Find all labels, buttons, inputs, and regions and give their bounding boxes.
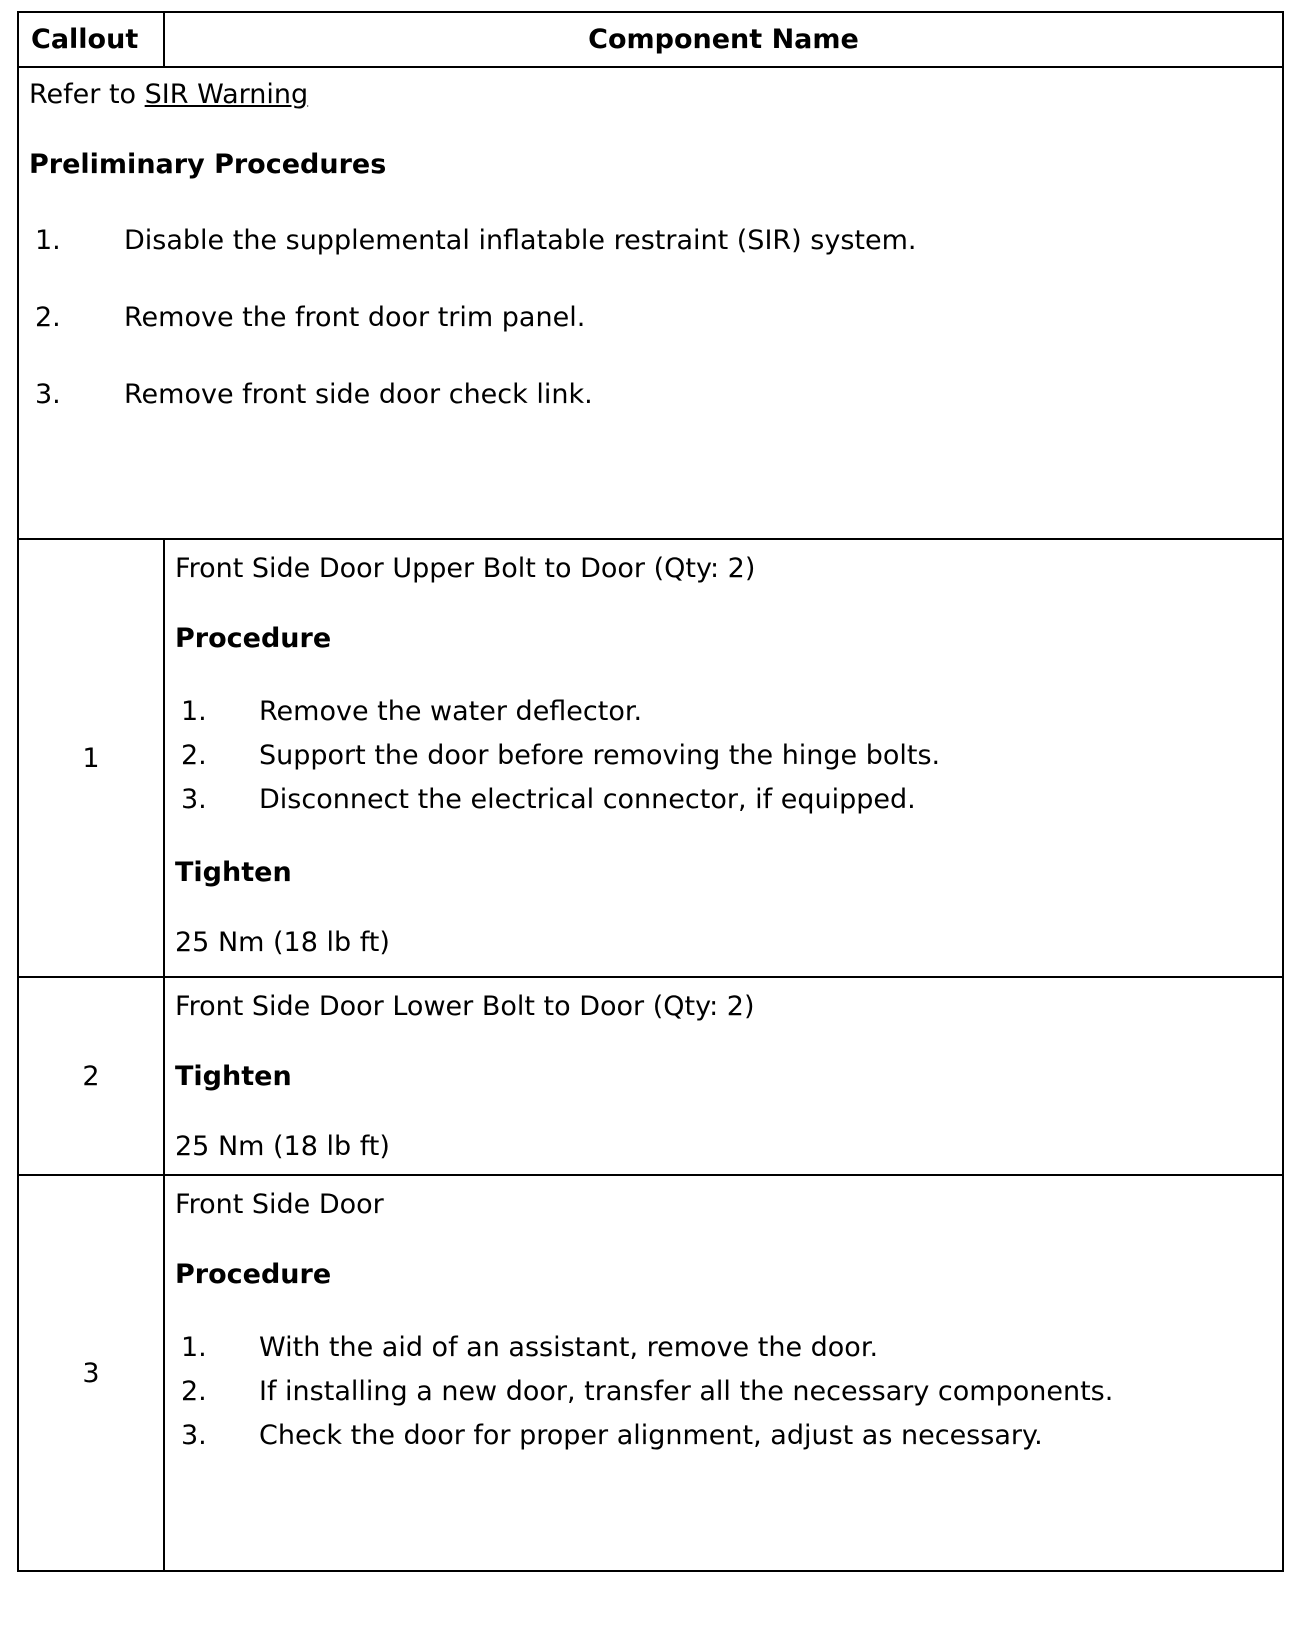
refer-prefix: Refer to (29, 79, 145, 110)
list-item (175, 1419, 1272, 1452)
refer-line (29, 78, 1272, 111)
table-row (18, 539, 1283, 977)
tighten-heading: Tighten (175, 857, 292, 888)
step-text: If installing a new door, transfer all the necessary components. (259, 1376, 1114, 1407)
list-item (29, 224, 1272, 257)
list-item (175, 1331, 1272, 1364)
step-number: 3. (35, 379, 61, 410)
procedure-steps-list (175, 695, 1272, 816)
step-text: Remove front side door check link. (124, 379, 593, 410)
procedure-heading: Procedure (175, 1259, 332, 1290)
list-item (29, 378, 1272, 411)
procedure-heading: Procedure (175, 623, 332, 654)
table-row (18, 977, 1283, 1175)
preliminary-heading: Preliminary Procedures (29, 149, 387, 180)
callout-number: 1 (18, 539, 164, 977)
component-name: Front Side Door Lower Bolt to Door (Qty: 2) (175, 991, 755, 1022)
callout-number: 2 (18, 977, 164, 1175)
step-text: Remove the front door trim panel. (124, 302, 586, 333)
component-name: Front Side Door Upper Bolt to Door (Qty: 2) (175, 553, 756, 584)
step-text: Remove the water deflector. (259, 696, 643, 727)
step-number: 2. (181, 740, 207, 771)
tighten-heading: Tighten (175, 1061, 292, 1092)
torque-value: 25 Nm (18 lb ft) (175, 927, 390, 958)
preliminary-steps-list (29, 224, 1272, 411)
torque-value: 25 Nm (18 lb ft) (175, 1131, 390, 1162)
callout-column-header: Callout (18, 12, 164, 67)
list-item (175, 1375, 1272, 1408)
step-text: Disconnect the electrical connector, if equipped. (259, 784, 916, 815)
sir-warning-link[interactable]: SIR Warning (144, 79, 309, 110)
step-text: Check the door for proper alignment, adjust as necessary. (259, 1420, 1043, 1451)
step-number: 3. (181, 1420, 207, 1451)
component-cell (164, 539, 1283, 977)
component-cell (164, 1175, 1283, 1571)
table-row (18, 1175, 1283, 1571)
step-number: 1. (181, 696, 207, 727)
callout-number: 3 (18, 1175, 164, 1571)
step-text: Support the door before removing the hinge bolts. (259, 740, 941, 771)
preliminary-cell (18, 67, 1283, 539)
preliminary-row (18, 67, 1283, 539)
list-item (175, 695, 1272, 728)
component-name-column-header: Component Name (164, 12, 1283, 67)
component-name: Front Side Door (175, 1189, 384, 1220)
procedure-table (17, 11, 1284, 1572)
procedure-steps-list (175, 1331, 1272, 1452)
step-number: 2. (35, 302, 61, 333)
step-number: 2. (181, 1376, 207, 1407)
step-number: 1. (181, 1332, 207, 1363)
list-item (175, 739, 1272, 772)
step-text: With the aid of an assistant, remove the door. (259, 1332, 879, 1363)
step-text: Disable the supplemental inflatable restraint (SIR) system. (124, 225, 917, 256)
list-item (29, 301, 1272, 334)
list-item (175, 783, 1272, 816)
step-number: 3. (181, 784, 207, 815)
step-number: 1. (35, 225, 61, 256)
component-cell (164, 977, 1283, 1175)
table-header-row (18, 12, 1283, 67)
